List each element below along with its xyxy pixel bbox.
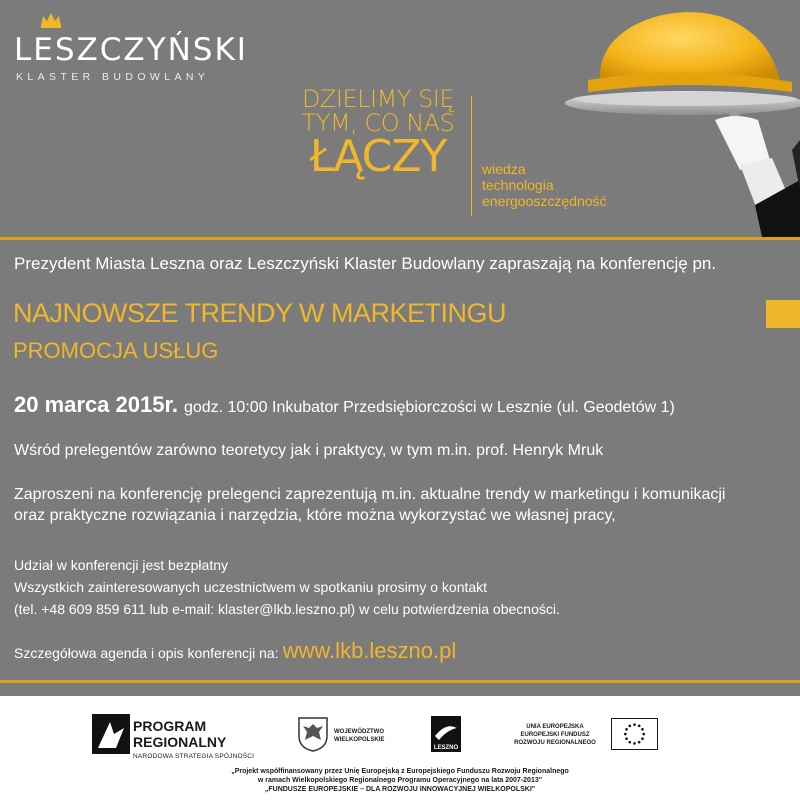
program-line-1: PROGRAM xyxy=(133,718,207,734)
program-subtitle: NARODOWA STRATEGIA SPÓJNOŚCI xyxy=(133,753,255,760)
website-link[interactable]: www.lkb.leszno.pl xyxy=(282,638,457,663)
gold-divider-bottom xyxy=(0,680,800,683)
program-regionalny-logo xyxy=(92,714,130,754)
ue-line-3: ROZWOJU REGIONALNEGO xyxy=(514,740,596,746)
program-line-2: REGIONALNY xyxy=(133,734,227,750)
ue-line-1: UNIA EUROPEJSKA xyxy=(526,724,584,730)
disclaimer-line: „FUNDUSZE EUROPEJSKIE – DLA ROZWOJU INNOWACYJNEJ WIELKOPOLSKI" xyxy=(264,786,536,793)
funding-disclaimer xyxy=(0,767,800,794)
slogan-divider xyxy=(471,96,472,216)
helmet-on-tray-illustration xyxy=(500,0,800,237)
event-date: 20 marca 2015r. xyxy=(14,392,178,417)
date-line xyxy=(14,392,675,418)
eu-flag xyxy=(611,718,658,750)
tag-technology: technologia xyxy=(482,177,554,193)
disclaimer-line: w ramach Wielkopolskiego Regionalnego Programu Operacyjnego na lata 2007-2013" xyxy=(257,777,543,784)
description-line: Zaproszeni na konferencję prelegenci zaprezentują m.in. aktualne trendy w marketingu i komunikacji xyxy=(14,486,726,503)
speakers-text: Wśród prelegentów zarówno teoretycy jak i praktycy, w tym m.in. prof. Henryk Mruk xyxy=(14,442,604,459)
ue-text xyxy=(505,723,605,747)
program-regionalny-text xyxy=(133,718,254,760)
slogan-line-1: DZIELIMY SIĘ xyxy=(301,85,455,113)
leszno-logo xyxy=(431,716,461,752)
agenda-line xyxy=(14,638,456,664)
participation-info xyxy=(14,554,560,620)
wojewodztwo-text xyxy=(334,728,384,744)
woj-line-1: WOJEWÓDZTWO xyxy=(334,729,384,735)
participation-line: Wszystkich zainteresowanych uczestnictwem w spotkaniu prosimy o kontakt xyxy=(14,579,488,595)
description-text xyxy=(14,484,725,526)
disclaimer-line: „Projekt współfinansowany przez Unię Europejską z Europejskiego Funduszu Rozwoju Regionalnego xyxy=(231,768,569,775)
conference-title: NAJNOWSZE TRENDY W MARKETINGU xyxy=(13,298,507,328)
intro-text: Prezydent Miasta Leszna oraz Leszczyński Klaster Budowlany zapraszają na konferencję pn. xyxy=(14,254,717,273)
event-time-place: godz. 10:00 Inkubator Przedsiębiorczości w Lesznie (ul. Geodetów 1) xyxy=(183,399,675,416)
tag-knowledge: wiedza xyxy=(482,161,526,177)
leszno-label: LESZNO xyxy=(433,745,459,751)
footer-sponsors xyxy=(0,696,800,800)
agenda-label: Szczegółowa agenda i opis konferencji na: xyxy=(14,645,279,661)
participation-line: (tel. +48 609 859 611 lub e-mail: klaster@lkb.leszno.pl) w celu potwierdzenia obecności. xyxy=(14,601,560,617)
description-line: oraz praktyczne rozwiązania i narzędzia, które można wykorzystać we własnej pracy, xyxy=(14,507,616,524)
logo-subtitle: KLASTER BUDOWLANY xyxy=(16,71,210,83)
invitation-content xyxy=(0,240,800,678)
wielkopolska-eagle-crest xyxy=(297,716,329,752)
ue-line-2: EUROPEJSKI FUNDUSZ xyxy=(520,732,590,738)
slogan xyxy=(283,85,473,183)
header-banner xyxy=(0,0,800,237)
slogan-line-2: TYM, CO NAS xyxy=(301,108,455,137)
participation-line: Udział w konferencji jest bezpłatny xyxy=(14,557,228,573)
accent-square xyxy=(766,300,800,328)
lkb-logo[interactable] xyxy=(14,10,248,83)
crown-icon xyxy=(40,12,62,28)
slogan-line-3: ŁĄCZY xyxy=(309,131,447,183)
woj-line-2: WIELKOPOLSKIE xyxy=(334,737,385,743)
conference-subtitle: PROMOCJA USŁUG xyxy=(13,338,219,363)
logo-name: LESZCZYŃSKI xyxy=(14,32,248,68)
tag-energy-efficiency: energooszczędność xyxy=(482,193,607,209)
